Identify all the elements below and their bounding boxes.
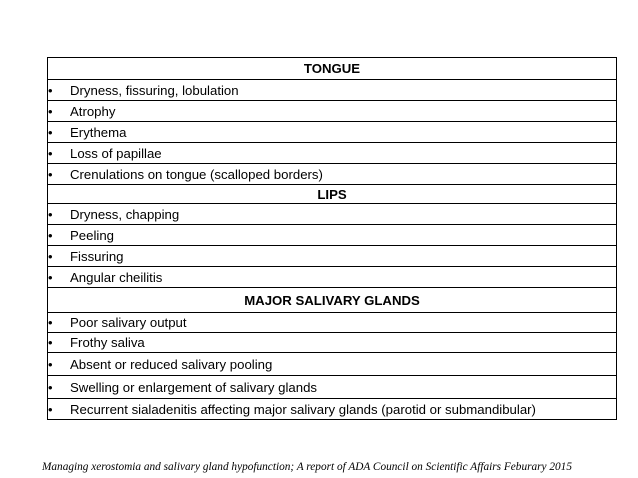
bullet-icon: • — [48, 401, 53, 417]
bullet-icon: • — [48, 335, 53, 350]
table-row — [48, 399, 617, 420]
list-item-text: Poor salivary output — [70, 315, 187, 330]
bullet-icon: • — [48, 82, 53, 98]
section-heading-tongue: TONGUE — [48, 58, 617, 80]
list-item-text: Crenulations on tongue (scalloped borders) — [70, 166, 323, 182]
list-item-text: Dryness, chapping — [70, 206, 180, 222]
table-row — [48, 353, 617, 376]
bullet-icon: • — [48, 379, 53, 395]
bullet-icon: • — [48, 248, 53, 264]
table-row — [48, 333, 617, 353]
list-item-text: Loss of papillae — [70, 145, 162, 161]
table-row — [48, 122, 617, 143]
table-row — [48, 225, 617, 246]
list-item-text: Fissuring — [70, 248, 124, 264]
bullet-icon: • — [48, 356, 53, 372]
list-item-text: Angular cheilitis — [70, 269, 163, 285]
section-heading-major-salivary-glands: MAJOR SALIVARY GLANDS — [48, 288, 617, 313]
list-item-text: Swelling or enlargement of salivary glands — [70, 379, 318, 395]
bullet-icon: • — [48, 124, 53, 140]
list-item-text: Recurrent sialadenitis affecting major salivary glands (parotid or submandibular) — [70, 401, 536, 417]
bullet-icon: • — [48, 206, 53, 222]
section-header-row — [48, 58, 617, 80]
table-row — [48, 313, 617, 333]
table-row — [48, 80, 617, 101]
table-row — [48, 267, 617, 288]
list-item-text: Erythema — [70, 124, 127, 140]
list-item-text: Atrophy — [70, 103, 116, 119]
table-row — [48, 164, 617, 185]
bullet-icon: • — [48, 315, 53, 330]
bullet-icon: • — [48, 103, 53, 119]
bullet-icon: • — [48, 227, 53, 243]
table-row — [48, 204, 617, 225]
table-row — [48, 101, 617, 122]
list-item-text: Frothy saliva — [70, 335, 145, 350]
section-header-row — [48, 185, 617, 204]
list-item-text: Absent or reduced salivary pooling — [70, 356, 273, 372]
table-row — [48, 246, 617, 267]
section-header-row — [48, 288, 617, 313]
bullet-icon: • — [48, 166, 53, 182]
table-row — [48, 376, 617, 399]
list-item-text: Dryness, fissuring, lobulation — [70, 82, 239, 98]
footer-citation: Managing xerostomia and salivary gland hypofunction; A report of ADA Council on Scientific Affairs Feburary 2015 — [42, 461, 572, 473]
bullet-icon: • — [48, 269, 53, 285]
table-row — [48, 143, 617, 164]
bullet-icon: • — [48, 145, 53, 161]
findings-table — [47, 57, 617, 420]
list-item-text: Peeling — [70, 227, 114, 243]
section-heading-lips: LIPS — [48, 185, 617, 204]
